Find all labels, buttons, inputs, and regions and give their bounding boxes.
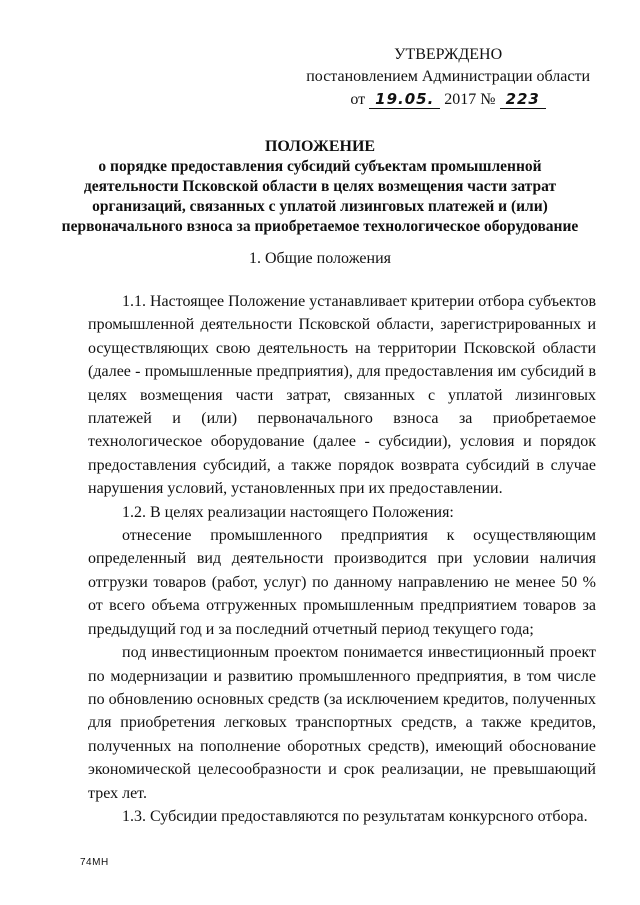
paragraph: 1.3. Субсидии предоставляются по результатам конкурсного отбора. xyxy=(122,807,588,825)
handwritten-date: 19.05. xyxy=(369,90,440,109)
approval-year: 2017 № xyxy=(444,91,496,108)
title-line: первоначального взноса за приобретаемое технологическое оборудование xyxy=(61,218,579,235)
title-line: деятельности Псковской области в целях возмещения части затрат xyxy=(83,178,557,195)
approval-authority: постановлением Администрации области xyxy=(306,68,590,85)
title-line: о порядке предоставления субсидий субъектам промышленной xyxy=(98,158,542,175)
document-title xyxy=(40,137,600,237)
footer-code: 74МН xyxy=(80,857,109,868)
title-line: организаций, связанных с уплатой лизинговых платежей и (или) xyxy=(92,198,548,215)
paragraph: под инвестиционным проектом понимается инвестиционный проект по модернизации и развитию промышленного предприятия, в том числе по обновлению основных средств (за исключением кредитов, полученных для приобретения легковых транспортных средств, а также кредитов, полученных на пополнение оборотных средств), имеющий обоснование экономической целесообразности и срок реализации, не превышающий трех лет. xyxy=(88,644,596,802)
title-heading: ПОЛОЖЕНИЕ xyxy=(264,138,376,155)
document-body xyxy=(88,290,596,828)
approval-block xyxy=(306,44,590,111)
section-heading: 1. Общие положения xyxy=(248,250,392,267)
approval-label: УТВЕРЖДЕНО xyxy=(394,46,503,63)
handwritten-number: 223 xyxy=(500,90,546,109)
paragraph: 1.1. Настоящее Положение устанавливает критерии отбора субъектов промышленной деятельности Псковской области, зарегистрированных и осуществляющих свою деятельность на территории Псковской области (далее - промышленные предприятия), для предоставления им субсидий в целях возмещения части затрат, связанных с уплатой лизинговых платежей и (или) первоначального взноса за приобретаемое технологическое оборудование (далее - субсидии), условия и порядок предоставления субсидий, а также порядок возврата субсидий в случае нарушения условий, установленных при их предоставлении. xyxy=(88,293,596,498)
paragraph: 1.2. В целях реализации настоящего Положения: xyxy=(122,503,454,521)
date-prefix: от xyxy=(350,91,366,108)
approval-date-line xyxy=(306,88,590,111)
paragraph: отнесение промышленного предприятия к осуществляющим определенный вид деятельности производится при условии наличия отгрузки товаров (работ, услуг) по данному направлению не менее 50 % от всего объема отгруженных промышленным предприятием товаров за предыдущий год и за последний отчетный период текущего года; xyxy=(88,527,596,638)
